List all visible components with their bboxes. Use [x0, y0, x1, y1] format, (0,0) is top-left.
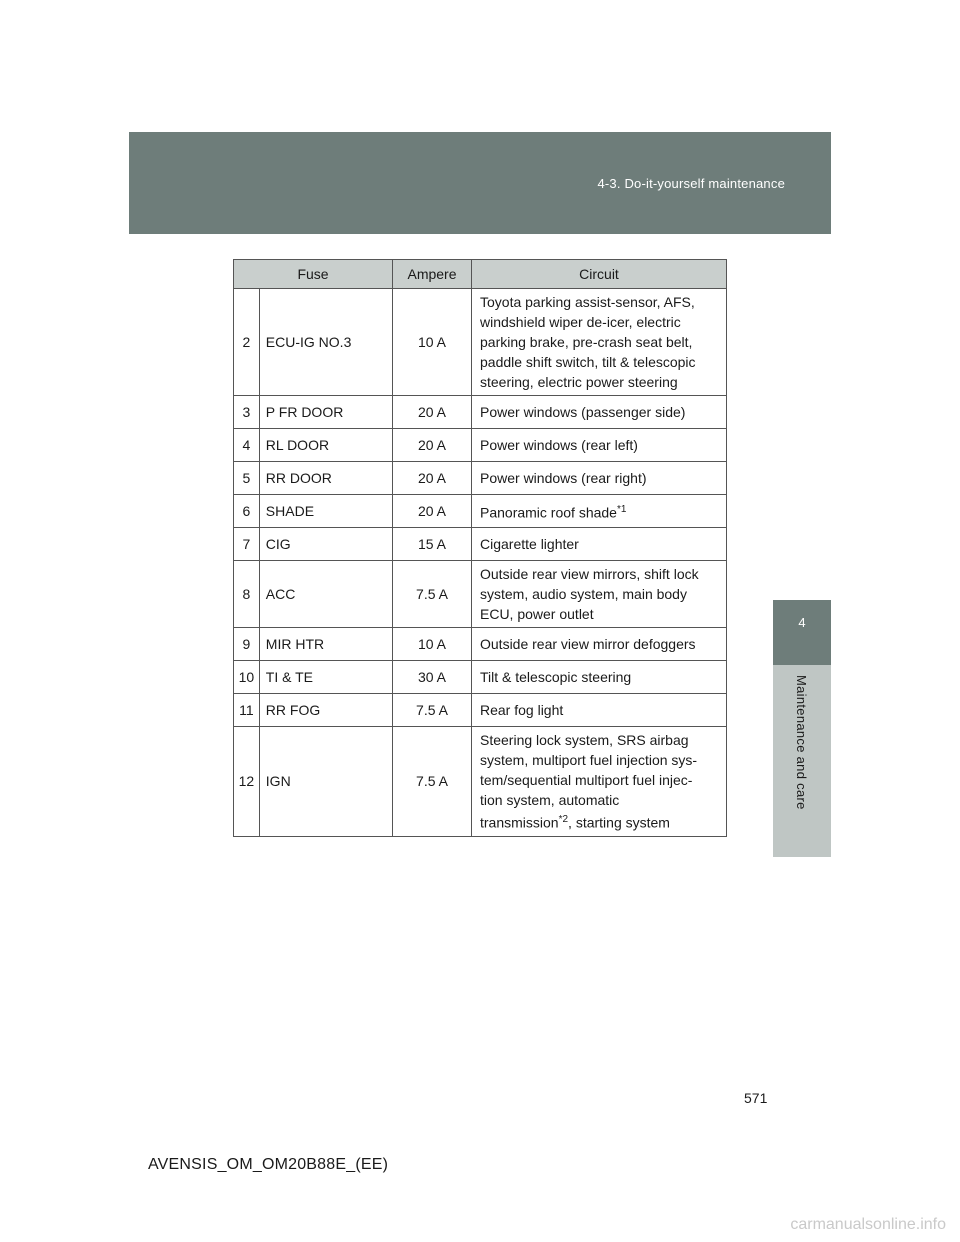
fuse-number: 9 [234, 628, 260, 661]
footer-code: AVENSIS_OM_OM20B88E_(EE) [148, 1156, 389, 1173]
circuit-line [480, 584, 718, 604]
circuit-line [480, 770, 718, 790]
table-row [234, 528, 727, 561]
fuse-circuit [472, 289, 727, 396]
circuit-text: Cigarette lighter [480, 536, 579, 552]
table-row [234, 661, 727, 694]
fuse-circuit [472, 429, 727, 462]
chapter-number: 4 [798, 615, 806, 630]
fuse-ampere: 7.5 A [393, 694, 472, 727]
circuit-text: Toyota parking assist-sensor, AFS, [480, 294, 695, 310]
fuse-circuit [472, 462, 727, 495]
fuse-circuit [472, 628, 727, 661]
fuse-circuit [472, 727, 727, 837]
fuse-circuit [472, 495, 727, 528]
fuse-ampere: 20 A [393, 396, 472, 429]
circuit-text: tem/sequential multiport fuel injec- [480, 772, 693, 788]
circuit-text: Steering lock system, SRS airbag [480, 732, 689, 748]
chapter-label: Maintenance and care [794, 675, 809, 810]
fuse-circuit [472, 396, 727, 429]
footnote-marker: *1 [616, 503, 627, 515]
table-row [234, 289, 727, 396]
header-circuit: Circuit [472, 260, 727, 289]
circuit-line [480, 564, 718, 584]
circuit-text: , starting system [568, 814, 670, 831]
circuit-text: ECU, power outlet [480, 606, 594, 622]
table-header-row [234, 260, 727, 289]
fuse-number: 8 [234, 561, 260, 628]
fuse-name: SHADE [259, 495, 392, 528]
circuit-text: Panoramic roof shade [480, 504, 617, 521]
table-row [234, 429, 727, 462]
circuit-line [480, 468, 718, 488]
fuse-name: RL DOOR [259, 429, 392, 462]
fuse-name: CIG [259, 528, 392, 561]
circuit-text: windshield wiper de-icer, electric [480, 314, 681, 330]
table-row [234, 694, 727, 727]
circuit-line [480, 352, 718, 372]
fuse-ampere: 10 A [393, 628, 472, 661]
fuse-ampere: 20 A [393, 429, 472, 462]
circuit-line [480, 435, 718, 455]
fuse-table [233, 259, 727, 837]
circuit-line [480, 730, 718, 750]
footnote-marker: *2 [558, 814, 569, 825]
circuit-line [480, 604, 718, 624]
page-number: 571 [744, 1090, 768, 1106]
fuse-number: 3 [234, 396, 260, 429]
circuit-line [480, 667, 718, 687]
fuse-number: 4 [234, 429, 260, 462]
fuse-ampere: 7.5 A [393, 561, 472, 628]
circuit-text: Power windows (passenger side) [480, 404, 686, 420]
fuse-name: MIR HTR [259, 628, 392, 661]
fuse-name: ACC [259, 561, 392, 628]
fuse-ampere: 20 A [393, 462, 472, 495]
fuse-number: 5 [234, 462, 260, 495]
fuse-number: 6 [234, 495, 260, 528]
circuit-text: steering, electric power steering [480, 374, 678, 390]
fuse-number: 7 [234, 528, 260, 561]
chapter-tab [773, 600, 831, 665]
circuit-text: tion system, automatic [480, 792, 620, 808]
circuit-line [480, 810, 718, 833]
fuse-ampere: 7.5 A [393, 727, 472, 837]
fuse-circuit [472, 661, 727, 694]
circuit-text: Power windows (rear right) [480, 470, 647, 486]
fuse-ampere: 15 A [393, 528, 472, 561]
table-row [234, 462, 727, 495]
fuse-ampere: 30 A [393, 661, 472, 694]
fuse-number: 2 [234, 289, 260, 396]
header-ampere: Ampere [393, 260, 472, 289]
watermark: carmanualsonline.info [790, 1216, 946, 1233]
circuit-line [480, 790, 718, 810]
table-row [234, 495, 727, 528]
circuit-line [480, 372, 718, 392]
circuit-text: Outside rear view mirror defoggers [480, 636, 696, 652]
circuit-text: Rear fog light [480, 702, 564, 718]
circuit-line [480, 500, 718, 523]
table-row [234, 727, 727, 837]
fuse-ampere: 10 A [393, 289, 472, 396]
circuit-line [480, 750, 718, 770]
fuse-number: 10 [234, 661, 260, 694]
fuse-name: RR DOOR [259, 462, 392, 495]
fuse-name: RR FOG [259, 694, 392, 727]
circuit-text: paddle shift switch, tilt & telescopic [480, 354, 696, 370]
fuse-number: 12 [234, 727, 260, 837]
fuse-name: IGN [259, 727, 392, 837]
fuse-number: 11 [234, 694, 260, 727]
section-title: 4-3. Do-it-yourself maintenance [597, 176, 785, 191]
table-body [234, 289, 727, 837]
fuse-circuit [472, 694, 727, 727]
chapter-label-tab [773, 665, 831, 857]
fuse-name: ECU-IG NO.3 [259, 289, 392, 396]
circuit-line [480, 534, 718, 554]
circuit-text: system, audio system, main body [480, 586, 687, 602]
fuse-name: TI & TE [259, 661, 392, 694]
table-row [234, 628, 727, 661]
circuit-text: Outside rear view mirrors, shift lock [480, 566, 699, 582]
table-row [234, 561, 727, 628]
circuit-text: Power windows (rear left) [480, 437, 638, 453]
fuse-circuit [472, 561, 727, 628]
fuse-circuit [472, 528, 727, 561]
circuit-line [480, 312, 718, 332]
circuit-text: transmission [480, 814, 559, 831]
table-row [234, 396, 727, 429]
fuse-ampere: 20 A [393, 495, 472, 528]
circuit-text: parking brake, pre-crash seat belt, [480, 334, 693, 350]
circuit-line [480, 292, 718, 312]
circuit-line [480, 332, 718, 352]
fuse-name: P FR DOOR [259, 396, 392, 429]
circuit-line [480, 402, 718, 422]
circuit-line [480, 700, 718, 720]
circuit-line [480, 634, 718, 654]
header-band [129, 132, 831, 234]
header-fuse: Fuse [234, 260, 393, 289]
circuit-text: Tilt & telescopic steering [480, 669, 632, 685]
circuit-text: system, multiport fuel injection sys- [480, 752, 698, 768]
